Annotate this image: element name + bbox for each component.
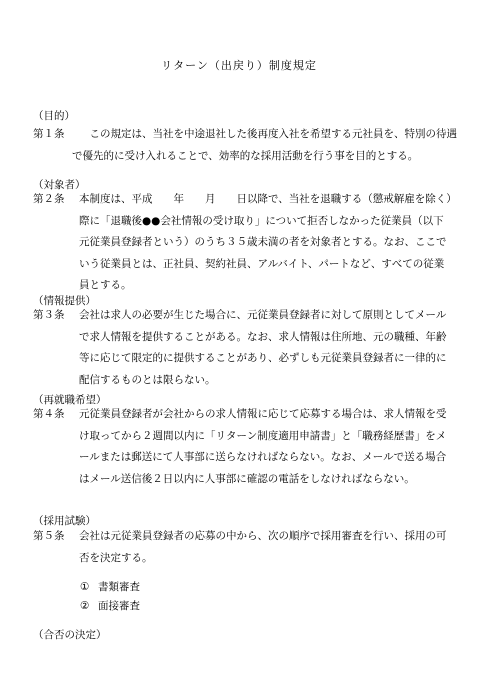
article-line: 否を決定する。 xyxy=(79,551,153,564)
article-line: 際に「退職後●●会社情報の受け取り」について拒否しなかった従業員（以下 xyxy=(79,214,444,227)
section-heading-decision: （合否の決定） xyxy=(33,629,107,641)
article-line: ールまたは郵送にて人事部に送らなければならない。なお、メールで送る場合 xyxy=(79,451,447,463)
article-line: この規定は、当社を中途退社した後再度入社を希望する元社員を、特別の待遇 xyxy=(79,128,457,140)
article-number: 第４条 xyxy=(33,408,65,420)
article-5 xyxy=(33,526,447,569)
article-number: 第５条 xyxy=(33,530,65,542)
selection-steps-list xyxy=(80,578,140,616)
item-number: ② xyxy=(80,600,90,612)
list-item xyxy=(80,597,140,616)
article-number: 第１条 xyxy=(33,128,65,140)
section-heading-information: （情報提供） xyxy=(33,295,96,307)
article-line: で優先的に受け入れることで、効率的な採用活動を行う事を目的とする。 xyxy=(72,149,419,162)
article-line: 等に応じて限定的に提供することがあり、必ずしも元従業員登録者に一律的に xyxy=(79,352,447,364)
article-line: 元従業員登録者という）のうち３５歳未満の者を対象者とする。なお、ここで xyxy=(79,236,447,248)
article-body xyxy=(79,305,447,391)
item-text: 面接審査 xyxy=(98,600,140,612)
article-line: 会社は求人の必要が生じた場合に、元従業員登録者に対して原則としてメール xyxy=(79,309,447,321)
item-text: 書類審査 xyxy=(98,581,140,593)
section-heading-purpose: （目的） xyxy=(33,110,75,122)
article-1 xyxy=(33,124,457,167)
article-line: はメール送信後２日以内に人事部に確認の電話をしなければならない。 xyxy=(79,472,415,485)
article-body xyxy=(79,404,447,490)
article-line: 元従業員登録者が会社からの求人情報に応じて応募する場合は、求人情報を受 xyxy=(79,408,447,420)
article-3 xyxy=(33,305,447,391)
section-heading-eligibility: （対象者） xyxy=(33,179,86,191)
section-heading-reemployment: （再就職希望） xyxy=(33,394,107,406)
article-line: 員とする。 xyxy=(79,279,132,291)
section-heading-selection: （採用試験） xyxy=(33,515,96,527)
article-line: いう従業員とは、正社員、契約社員、アルバイト、パートなど、すべての従業 xyxy=(79,257,445,270)
item-number: ① xyxy=(80,581,90,593)
article-body xyxy=(79,189,457,297)
article-number: 第２条 xyxy=(33,193,65,205)
article-body xyxy=(79,526,447,569)
article-2 xyxy=(33,189,457,297)
article-line: で求人情報を提供することがある。なお、求人情報は住所地、元の職種、年齢 xyxy=(79,330,447,343)
article-4 xyxy=(33,404,447,490)
article-body xyxy=(72,124,457,167)
article-line: け取ってから２週間以内に「リターン制度適用申請書」と「職務経歴書」をメ xyxy=(79,429,447,442)
document-title: リターン（出戻り）制度規定 xyxy=(161,59,317,72)
article-number: 第３条 xyxy=(33,309,65,321)
article-line: 本制度は、平成 年 月 日以降で、当社を退職する（懲戒解雇を除く） xyxy=(79,193,457,205)
list-item xyxy=(80,578,140,597)
article-line: 配信するものとは限らない。 xyxy=(79,373,216,386)
article-line: 会社は元従業員登録者の応募の中から、次の順序で採用審査を行い、採用の可 xyxy=(79,530,447,542)
